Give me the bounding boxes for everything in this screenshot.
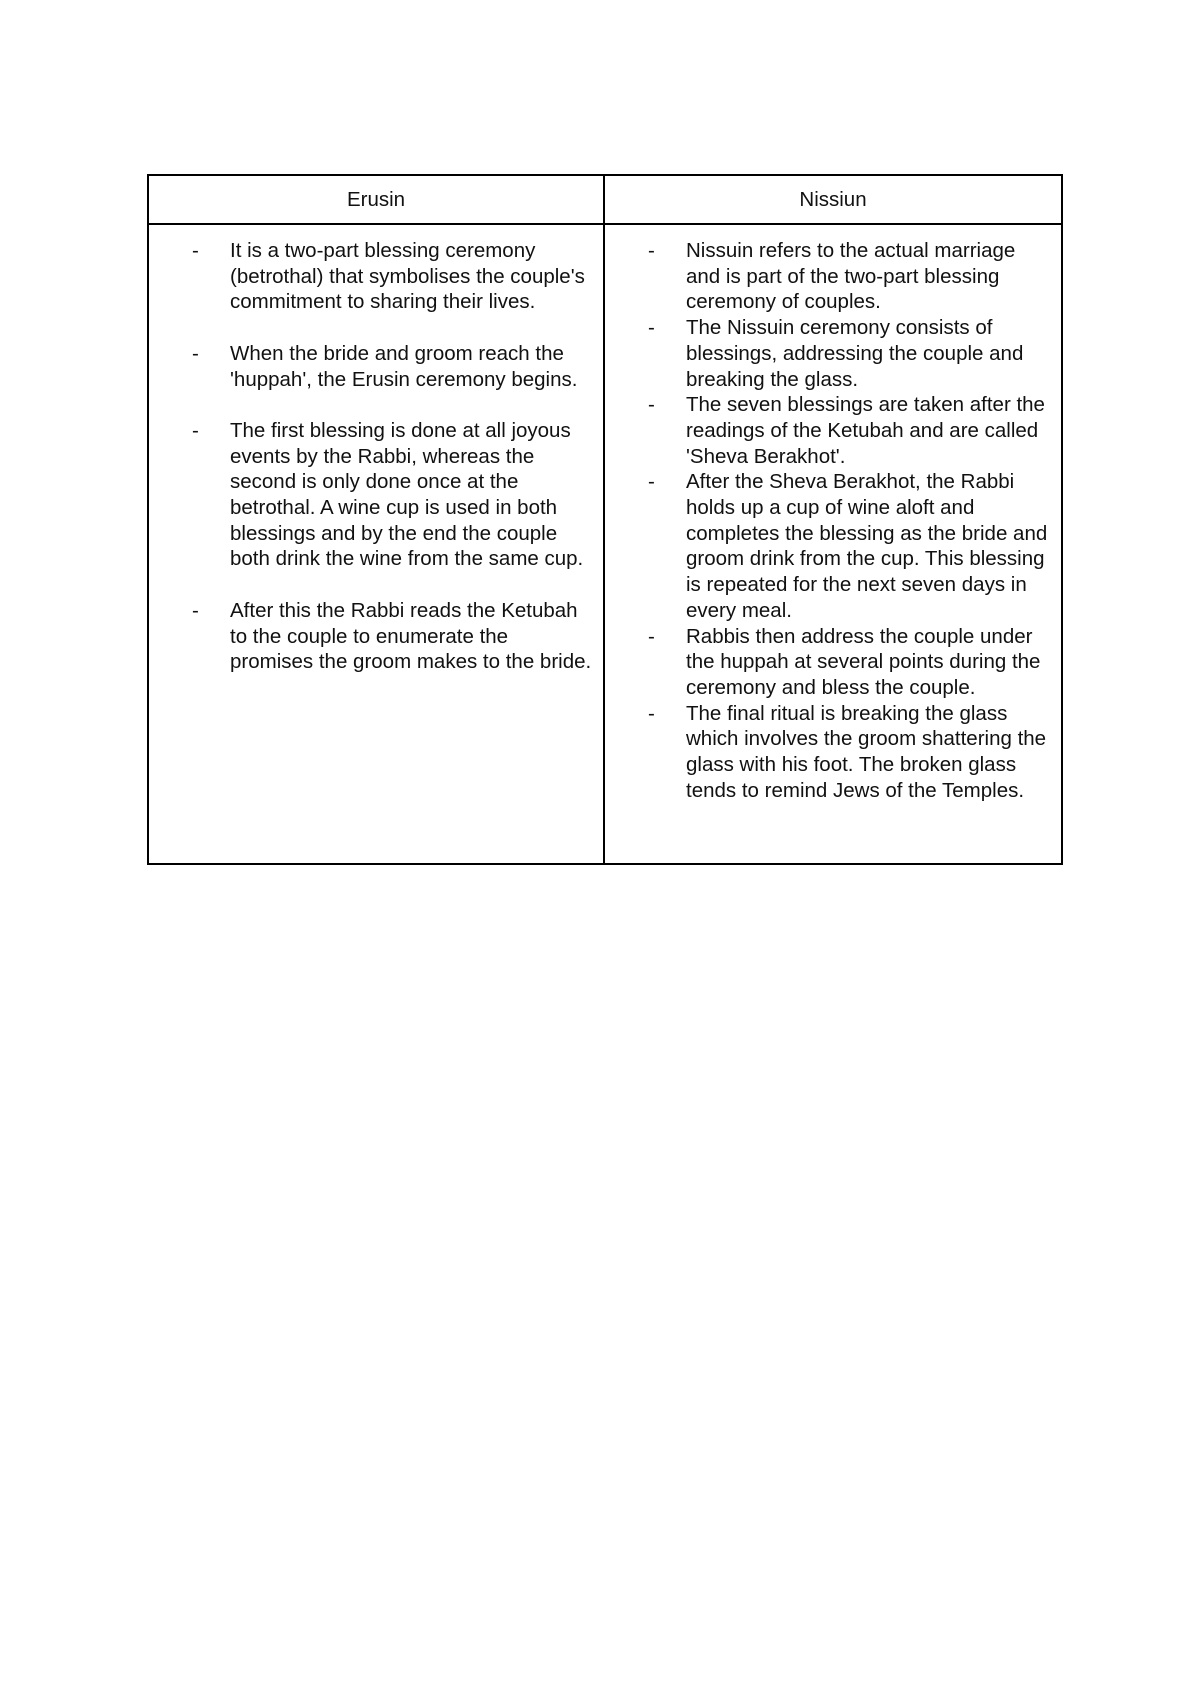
bullet-dash: - — [648, 624, 655, 648]
list-item-text: After this the Rabbi reads the Ketubah to the couple to enumerate the promises the groom makes to the bride. — [230, 598, 592, 674]
list-item-text: When the bride and groom reach the 'huppah', the Erusin ceremony begins. — [230, 341, 578, 391]
list-item-text: Nissuin refers to the actual marriage and is part of the two-part blessing ceremony of couples. — [686, 239, 1016, 314]
bullet-dash: - — [192, 239, 199, 262]
bullet-dash: - — [648, 393, 655, 417]
list-item-text: The first blessing is done at all joyous events by the Rabbi, whereas the second is only done once at the betrothal. A wine cup is used in both blessings and by the end the couple both drink the wine from the same cup. — [230, 418, 584, 571]
erusin-cell — [148, 224, 604, 864]
bullet-dash: - — [648, 470, 655, 494]
nissiun-cell — [604, 224, 1062, 864]
bullet-dash: - — [192, 598, 199, 622]
erusin-list — [149, 238, 593, 675]
list-item — [605, 315, 1051, 392]
bullet-dash: - — [192, 418, 199, 442]
list-item — [605, 392, 1051, 469]
comparison-table — [147, 174, 1063, 865]
list-item — [605, 238, 1051, 315]
header-row — [148, 175, 1062, 224]
content-row — [148, 224, 1062, 864]
list-item — [605, 701, 1051, 804]
list-item — [605, 469, 1051, 623]
list-item-text: After the Sheva Berakhot, the Rabbi holds up a cup of wine aloft and completes the blessing as the bride and groom drink from the cup. This blessing is repeated for the next seven days in every meal. — [686, 470, 1048, 622]
bullet-dash: - — [192, 341, 199, 365]
list-item — [605, 624, 1051, 701]
nissiun-list — [605, 238, 1051, 803]
list-item-text: It is a two-part blessing ceremony (betrothal) that symbolises the couple's commitment to sharing their lives. — [230, 239, 585, 314]
list-item-text: Rabbis then address the couple under the huppah at several points during the ceremony and bless the couple. — [686, 624, 1041, 699]
bullet-dash: - — [648, 316, 655, 340]
bullet-dash: - — [648, 239, 655, 262]
list-item — [149, 598, 593, 675]
list-item-text: The Nissuin ceremony consists of blessings, addressing the couple and breaking the glass. — [686, 316, 1024, 391]
list-item-text: The final ritual is breaking the glass which involves the groom shattering the glass with his foot. The broken glass tends to remind Jews of the Temples. — [686, 701, 1047, 802]
header-erusin: Erusin — [148, 175, 604, 224]
list-item — [149, 341, 593, 392]
list-item — [149, 418, 593, 572]
header-nissiun: Nissiun — [604, 175, 1062, 224]
list-item — [149, 238, 593, 315]
list-item-text: The seven blessings are taken after the readings of the Ketubah and are called 'Sheva Berakhot'. — [686, 393, 1045, 468]
bullet-dash: - — [648, 701, 655, 725]
